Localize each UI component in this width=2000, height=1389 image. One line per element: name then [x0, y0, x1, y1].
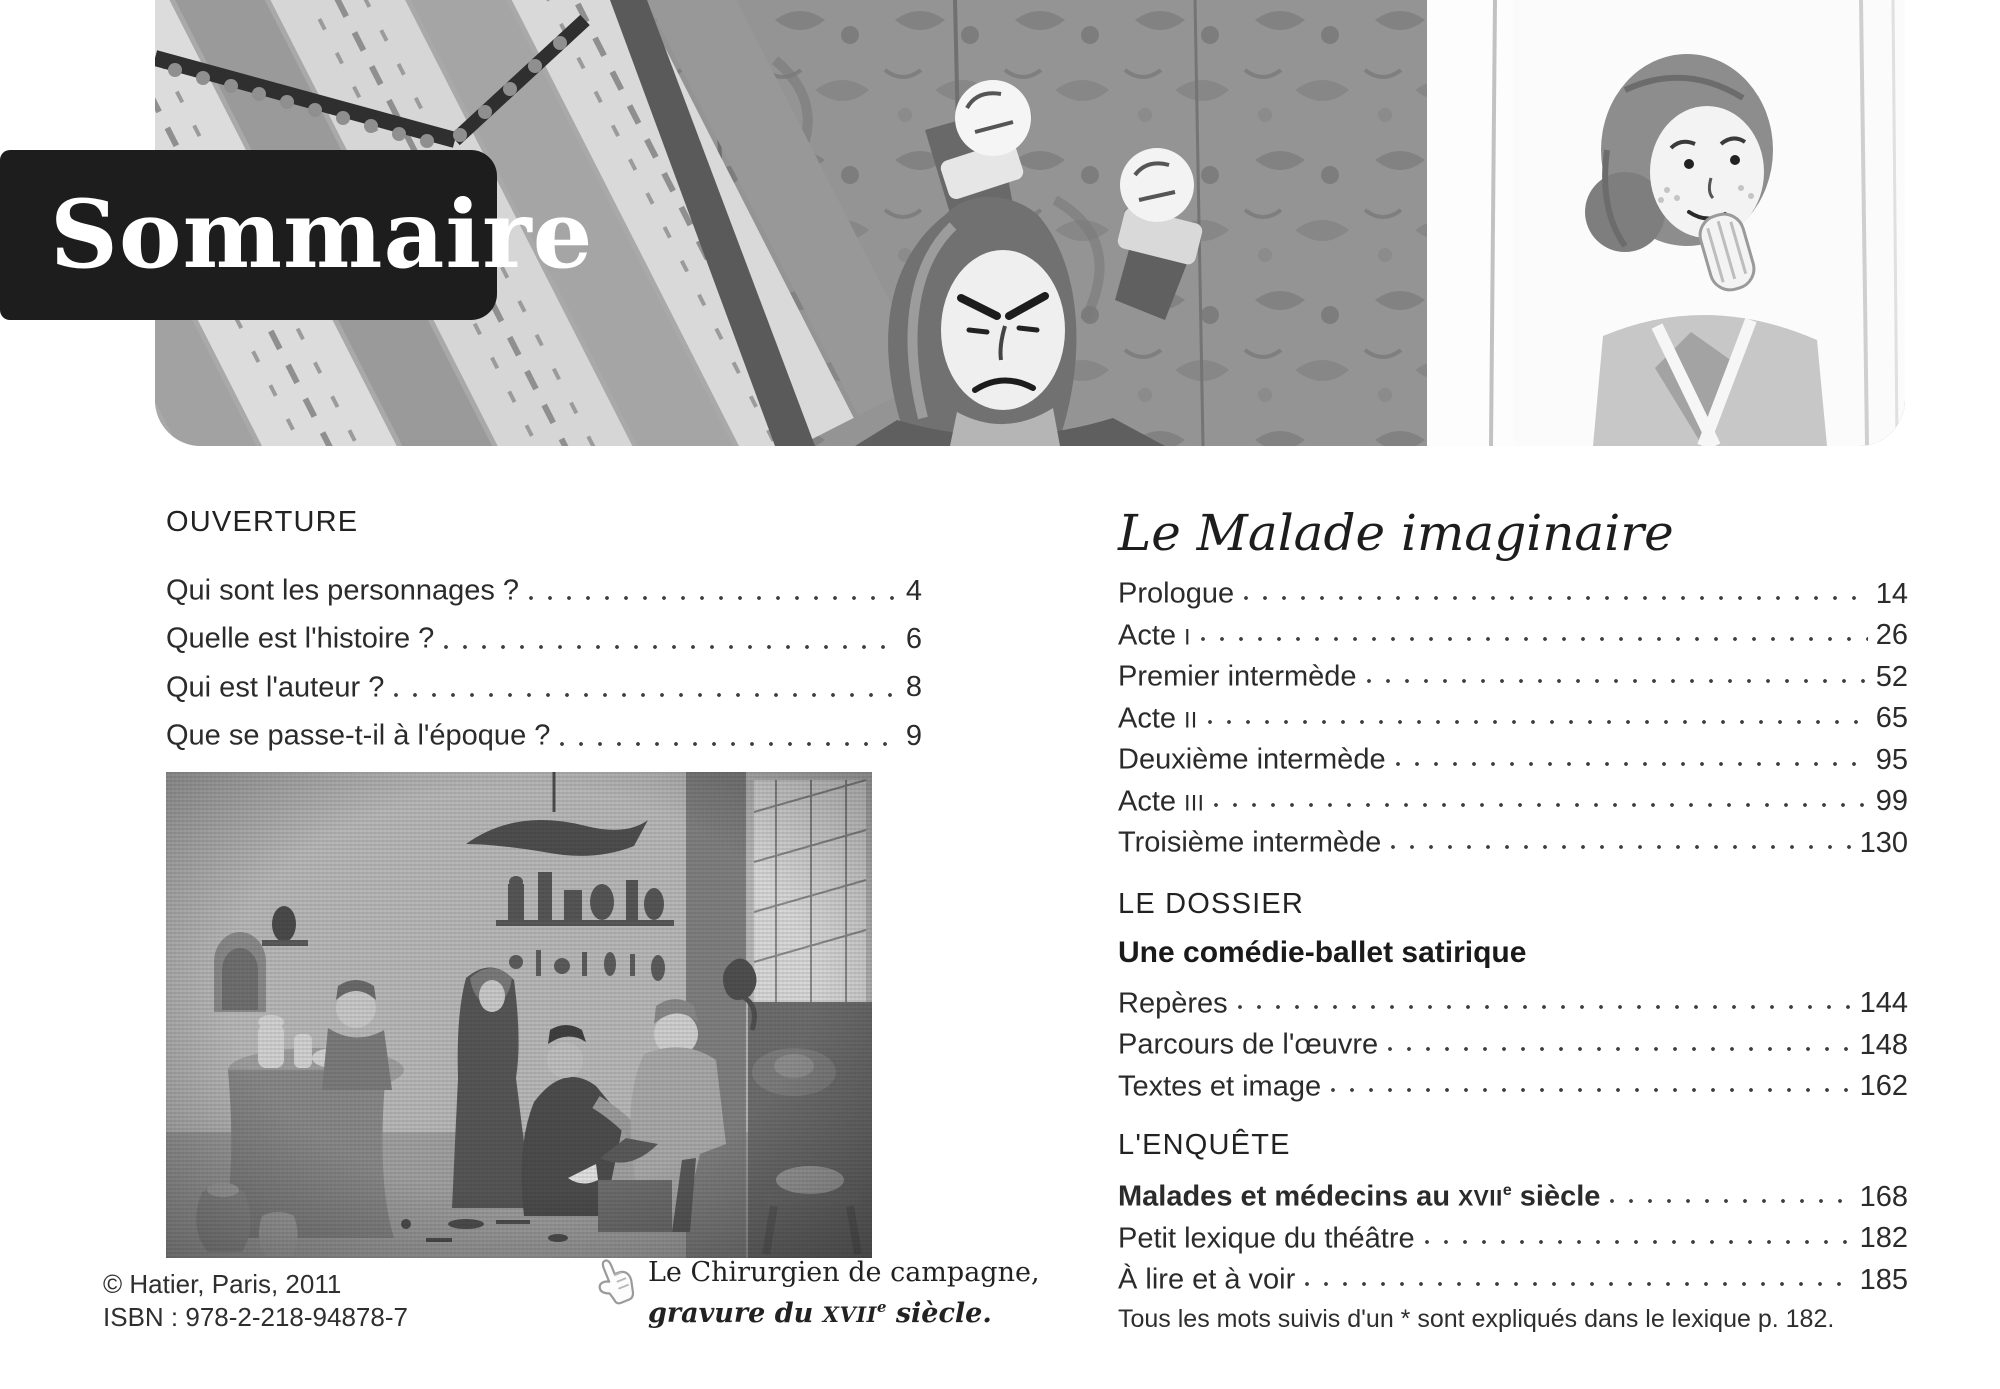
toc-list-play [1118, 567, 1908, 858]
toc-label: Quelle est l'histoire ? [166, 623, 435, 656]
toc-label: Que se passe-t-il à l'époque ? [166, 719, 551, 752]
toc-page-number: 130 [1859, 826, 1908, 859]
toc-page-number: 144 [1859, 987, 1908, 1020]
toc-label: À lire et à voir [1118, 1263, 1296, 1296]
toc-row [1118, 1018, 1908, 1060]
section-title-ouverture: OUVERTURE [166, 506, 359, 538]
toc-row [166, 609, 922, 657]
toc-row [1118, 733, 1908, 775]
toc-page-number: 148 [1859, 1028, 1908, 1061]
toc-label: Premier intermède [1118, 660, 1357, 693]
toc-page-number: 9 [905, 719, 922, 752]
toc-label: Troisième intermède [1118, 826, 1382, 859]
copyright-line1: © Hatier, Paris, 2011 [103, 1269, 342, 1299]
page-title: Sommaire [50, 180, 594, 290]
dot-leader [1238, 1005, 1852, 1009]
toc-list-dossier [1118, 977, 1908, 1102]
dot-leader [394, 693, 898, 697]
engraving-image [166, 772, 872, 1258]
toc-row [1118, 567, 1908, 609]
left-column [166, 505, 922, 1258]
smiling-woman-figure [1513, 0, 1905, 446]
copyright [103, 1268, 408, 1334]
dot-leader [1305, 1282, 1851, 1286]
copyright-line2: ISBN : 978-2-218-94878-7 [103, 1302, 408, 1332]
dot-leader [1391, 845, 1851, 849]
lexique-footnote: Tous les mots suivis d'un * sont expliqués dans le lexique p. 182. [1118, 1304, 1835, 1333]
caption-line1: Le Chirurgien de campagne, [648, 1257, 1040, 1288]
dot-leader [1201, 637, 1868, 641]
toc-label: Textes et image [1118, 1070, 1322, 1103]
dot-leader [1388, 1047, 1851, 1051]
toc-page-number: 162 [1859, 1070, 1908, 1103]
toc-row [1118, 609, 1908, 651]
toc-label: Deuxième intermède [1118, 743, 1386, 776]
right-column [1118, 505, 1908, 1334]
toc-label: Acte III [1118, 785, 1205, 818]
dot-leader [1425, 1240, 1852, 1244]
toc-page-number: 182 [1859, 1222, 1908, 1255]
toc-list-enquete [1118, 1170, 1908, 1295]
toc-label: Repères [1118, 987, 1228, 1020]
dossier-subtitle: Une comédie-ballet satirique [1118, 935, 1527, 969]
toc-label: Qui est l'auteur ? [166, 671, 385, 704]
book-title: Le Malade imaginaire [1118, 504, 1674, 562]
pointing-hand-icon [590, 1256, 638, 1310]
toc-row [166, 706, 922, 754]
toc-page-number: 185 [1859, 1263, 1908, 1296]
toc-page-number: 14 [1875, 577, 1908, 610]
toc-page-number: 95 [1875, 743, 1908, 776]
toc-page-number: 65 [1875, 702, 1908, 735]
toc-page-number: 168 [1859, 1180, 1908, 1213]
dot-leader [1208, 720, 1868, 724]
dot-leader [560, 742, 897, 746]
toc-page-number: 52 [1875, 660, 1908, 693]
section-title-enquete: L'ENQUÊTE [1118, 1129, 1291, 1161]
dot-leader [1331, 1088, 1852, 1092]
toc-list-ouverture [166, 561, 922, 755]
toc-row [1118, 1253, 1908, 1295]
toc-label: Parcours de l'œuvre [1118, 1028, 1379, 1061]
toc-label: Petit lexique du théâtre [1118, 1222, 1415, 1255]
dot-leader [1396, 762, 1868, 766]
dot-leader [444, 645, 898, 649]
toc-page-number: 99 [1875, 785, 1908, 818]
toc-row [1118, 816, 1908, 858]
toc-row [166, 658, 922, 706]
dot-leader [1244, 596, 1868, 600]
dot-leader [1214, 803, 1867, 807]
toc-label: Malades et médecins au XVIIe siècle [1118, 1180, 1601, 1213]
toc-page-number: 4 [905, 574, 922, 607]
toc-page-number: 6 [905, 623, 922, 656]
toc-row [1118, 1060, 1908, 1102]
toc-row [1118, 650, 1908, 692]
toc-row [1118, 977, 1908, 1019]
section-title-dossier: LE DOSSIER [1118, 887, 1305, 920]
dot-leader [1367, 679, 1868, 683]
toc-page-number: 26 [1875, 619, 1908, 652]
toc-label: Qui sont les personnages ? [166, 574, 520, 607]
dot-leader [529, 596, 898, 600]
toc-page-number: 8 [905, 671, 922, 704]
toc-label: Acte I [1118, 619, 1191, 652]
caption-line2: gravure du XVIIe siècle. [648, 1298, 992, 1329]
toc-row [166, 561, 922, 609]
toc-label: Prologue [1118, 577, 1235, 610]
dot-leader [1610, 1199, 1851, 1203]
toc-label: Acte II [1118, 702, 1198, 735]
toc-row [1118, 1170, 1908, 1212]
figure-caption [648, 1256, 1040, 1332]
sommaire-ribbon [0, 150, 594, 320]
